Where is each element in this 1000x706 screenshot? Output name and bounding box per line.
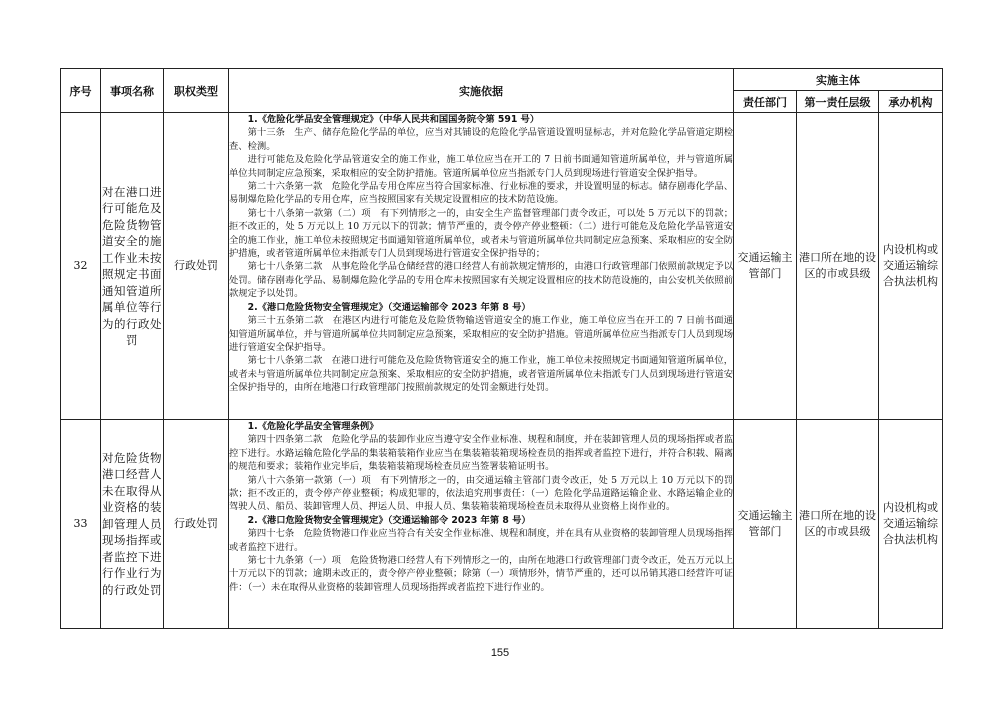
basis-law-title: 2.《港口危险货物安全管理规定》（交通运输部令 2023 年第 8 号）: [247, 301, 531, 313]
page-number: 155: [490, 647, 510, 659]
header-basis: 实施依据: [229, 69, 734, 113]
row-undertaking-org: 内设机构或交通运输综合执法机构: [879, 113, 943, 420]
basis-article: 第七十八条第二款 从事危险化学品仓储经营的港口经营人有前款规定情形的，由港口行政管理部门依照前款规定予以处罚。储存剧毒化学品、易制爆危险化学品的专用仓库未按照国家有关规定设置相应的技术防范设施的，由公安机关依照前款规定予以处罚。: [229, 261, 733, 300]
row-item-name: 对在港口进行可能危及危险货物管道安全的施工作业未按照规定书面通知管道所属单位等行为的行政处罚: [101, 113, 164, 420]
basis-article: 第十三条 生产、储存危险化学品的单位，应当对其铺设的危险化学品管道设置明显标志，并对危险化学品管道定期检查、检测。: [229, 127, 733, 152]
header-subject: 实施主体: [734, 69, 943, 91]
table-row: [61, 113, 943, 420]
header-row-1: [61, 69, 943, 91]
basis-article: 第七十八条第一款第（二）项 有下列情形之一的，由安全生产监督管理部门责令改正，可以处 5 万元以下的罚款；拒不改正的，处 5 万元以上 10 万元以下的罚款；情节严重的，责令停产停业整顿：（二）进行可能危及危险化学品管道安全的施工作业，施工单位未按照规定书面通知管道所属单位，或者未与管道所属单位共同制定应急预案、采取相应的安全防护措施，或者管道所属单位未指派专门人员到现场进行管道安全保护指导的；: [229, 207, 733, 260]
row-basis: [229, 420, 734, 629]
basis-article: 进行可能危及危险化学品管道安全的施工作业，施工单位应当在开工的 7 日前书面通知管道所属单位，并与管道所属单位共同制定应急预案，采取相应的安全防护措施。管道所属单位应当指派专门人员到现场进行管道安全保护指导。: [229, 154, 733, 179]
basis-law-title: 1.《危险化学品安全管理规定》（中华人民共和国国务院令第 591 号）: [247, 114, 540, 125]
enforcement-table: [60, 68, 943, 629]
row-undertaking-org: 内设机构或交通运输综合执法机构: [879, 420, 943, 629]
row-first-level: 港口所在地的设区的市或县级: [797, 420, 879, 629]
basis-article: 第七十八条第二款 在港口进行可能危及危险货物管道安全的施工作业，施工单位未按照规定书面通知管道所属单位，或者未与管道所属单位共同制定应急预案、采取相应的安全防护措施，或者管道所属单位未指派专门人员到现场进行管道安全保护指导的，由所在地港口行政管理部门按照前款规定的处罚金额进行处罚。: [229, 355, 733, 394]
header-item-name: 事项名称: [101, 69, 164, 113]
row-basis: [229, 113, 734, 420]
row-responsible-dept: 交通运输主管部门: [734, 113, 797, 420]
row-power-type: 行政处罚: [164, 113, 229, 420]
header-power-type: 职权类型: [164, 69, 229, 113]
row-responsible-dept: 交通运输主管部门: [734, 420, 797, 629]
table-row: [61, 420, 943, 629]
basis-article: 第四十七条 危险货物港口作业应当符合有关安全作业标准、规程和制度，并在具有从业资格的装卸管理人员现场指挥或者监控下进行。: [229, 528, 733, 553]
basis-article: 第三十五条第二款 在港区内进行可能危及危险货物输送管道安全的施工作业，施工单位应当在开工的 7 日前书面通知管道所属单位，并与管道所属单位共同制定应急预案，采取相应的安全防护措施。管道所属单位应当指派专门人员到现场进行管道安全保护指导。: [229, 315, 733, 353]
row-first-level: 港口所在地的设区的市或县级: [797, 113, 879, 420]
row-power-type: 行政处罚: [164, 420, 229, 629]
basis-article: 第四十四条第二款 危险化学品的装卸作业应当遵守安全作业标准、规程和制度，并在装卸管理人员的现场指挥或者监控下进行。水路运输危险化学品的集装箱装箱作业应当在集装箱装箱现场检查员的指挥或者监控下进行，并符合积载、隔离的规范和要求；装箱作业完毕后，集装箱装箱现场检查员应当签署装箱证明书。: [229, 434, 733, 473]
row-item-name: 对危险货物港口经营人未在取得从业资格的装卸管理人员现场指挥或者监控下进行作业行为的行政处罚: [101, 420, 164, 629]
header-undertaking-org: 承办机构: [879, 91, 943, 113]
basis-article: 第八十六条第一款第（一）项 有下列情形之一的，由交通运输主管部门责令改正，处 5 万元以上 10 万元以下的罚款；拒不改正的，责令停产停业整顿；构成犯罪的，依法追究刑事责任：（一）危险化学品道路运输企业、水路运输企业的驾驶人员、船员、装卸管理人员、押运人员、申报人员、集装箱装箱现场检查员未取得从业资格上岗作业的。: [229, 474, 733, 513]
header-responsible-dept: 责任部门: [734, 91, 797, 113]
header-seq: 序号: [61, 69, 101, 113]
basis-article: 第七十九条第（一）项 危险货物港口经营人有下列情形之一的，由所在地港口行政管理部门责令改正，处五万元以上十万元以下的罚款；逾期未改正的，责令停产停业整顿；除第（一）项情形外，情节严重的，还可以吊销其港口经营许可证件：（一）未在取得从业资格的装卸管理人员现场指挥或者监控下进行作业的。: [229, 555, 733, 593]
header-first-level: 第一责任层级: [797, 91, 879, 113]
basis-article: 第二十六条第一款 危险化学品专用仓库应当符合国家标准、行业标准的要求，并设置明显的标志。储存剧毒化学品、易制爆危险化学品的专用仓库，应当按照国家有关规定设置相应的技术防范设施。: [229, 181, 733, 206]
basis-law-title: 2.《港口危险货物安全管理规定》（交通运输部令 2023 年第 8 号）: [247, 514, 531, 526]
row-seq: 32: [61, 113, 101, 420]
basis-law-title: 1.《危险化学品安全管理条例》: [247, 421, 379, 432]
row-seq: 33: [61, 420, 101, 629]
